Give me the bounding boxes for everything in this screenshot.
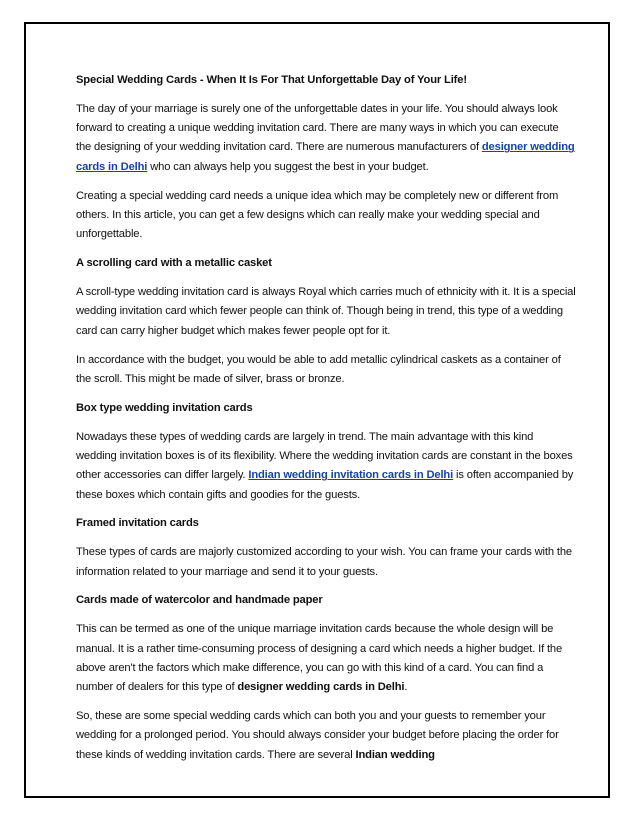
document-title: Special Wedding Cards - When It Is For That Unforgettable Day of Your Life! bbox=[76, 74, 467, 86]
watercolor-text-end: . bbox=[404, 681, 408, 694]
intro-paragraph bbox=[76, 100, 576, 177]
designer-wedding-cards-link[interactable]: designer wedding cards in Delhi bbox=[76, 141, 575, 173]
closing-paragraph bbox=[76, 707, 576, 765]
intro-text-end: who can always help you suggest the best in your budget. bbox=[147, 160, 429, 173]
box-type-text: Nowadays these types of wedding cards are largely in trend. The main advantage with this kind wedding invitation boxes is of its flexibility. Where the wedding invitation cards are constant in the boxes other accessories can differ largely. bbox=[76, 430, 573, 482]
section-heading-box-type: Box type wedding invitation cards bbox=[76, 401, 253, 414]
scrolling-card-paragraph-1: A scroll-type wedding invitation card is always Royal which carries much of ethnicity with it. It is a special wedding invitation card which fewer people can think of. Though being in trend, this type of a wedding card can carry higher budget which makes fewer people opt for it. bbox=[76, 286, 576, 337]
paragraph-2: Creating a special wedding card needs a unique idea which may be completely new or different from others. In this article, you can get a few designs which can really make your wedding special and unforgettable. bbox=[76, 189, 559, 241]
watercolor-text: This can be termed as one of the unique marriage invitation cards because the whole design will be manual. It is a rather time-consuming process of designing a card which needs a higher budget. If the above aren't the factors which make difference, you can go with this kind of a card. You can find a number of dealers for this type of bbox=[76, 623, 563, 694]
watercolor-bold-text: designer wedding cards in Delhi bbox=[237, 681, 405, 694]
closing-bold-text: Indian wedding bbox=[355, 748, 435, 761]
section-heading-framed: Framed invitation cards bbox=[76, 517, 199, 530]
box-type-text-end: is often accompanied by these boxes which contain gifts and goodies for the guests. bbox=[76, 469, 574, 501]
section-heading-scrolling-card: A scrolling card with a metallic casket bbox=[76, 257, 272, 270]
scrolling-card-paragraph-2: In accordance with the budget, you would be able to add metallic cylindrical caskets as a container of the scroll. This might be made of silver, brass or bronze. bbox=[76, 353, 561, 385]
watercolor-paragraph bbox=[76, 620, 576, 697]
indian-wedding-invitation-link[interactable]: Indian wedding invitation cards in Delhi bbox=[248, 469, 454, 482]
document-body bbox=[76, 71, 576, 775]
section-heading-watercolor: Cards made of watercolor and handmade paper bbox=[76, 594, 323, 607]
box-type-paragraph bbox=[76, 428, 576, 505]
closing-text: So, these are some special wedding cards which can both you and your guests to remember your wedding for a prolonged period. You should always consider your budget before placing the order for these kinds of wedding invitation cards. There are several bbox=[76, 710, 559, 761]
framed-paragraph: These types of cards are majorly customized according to your wish. You can frame your cards with the information related to your marriage and send it to your guests. bbox=[76, 546, 572, 578]
intro-text: The day of your marriage is surely one of the unforgettable dates in your life. You should always look forward to creating a unique wedding invitation card. There are many ways in which you can execute the designing of your wedding invitation card. There are numerous manufacturers of bbox=[76, 102, 559, 154]
